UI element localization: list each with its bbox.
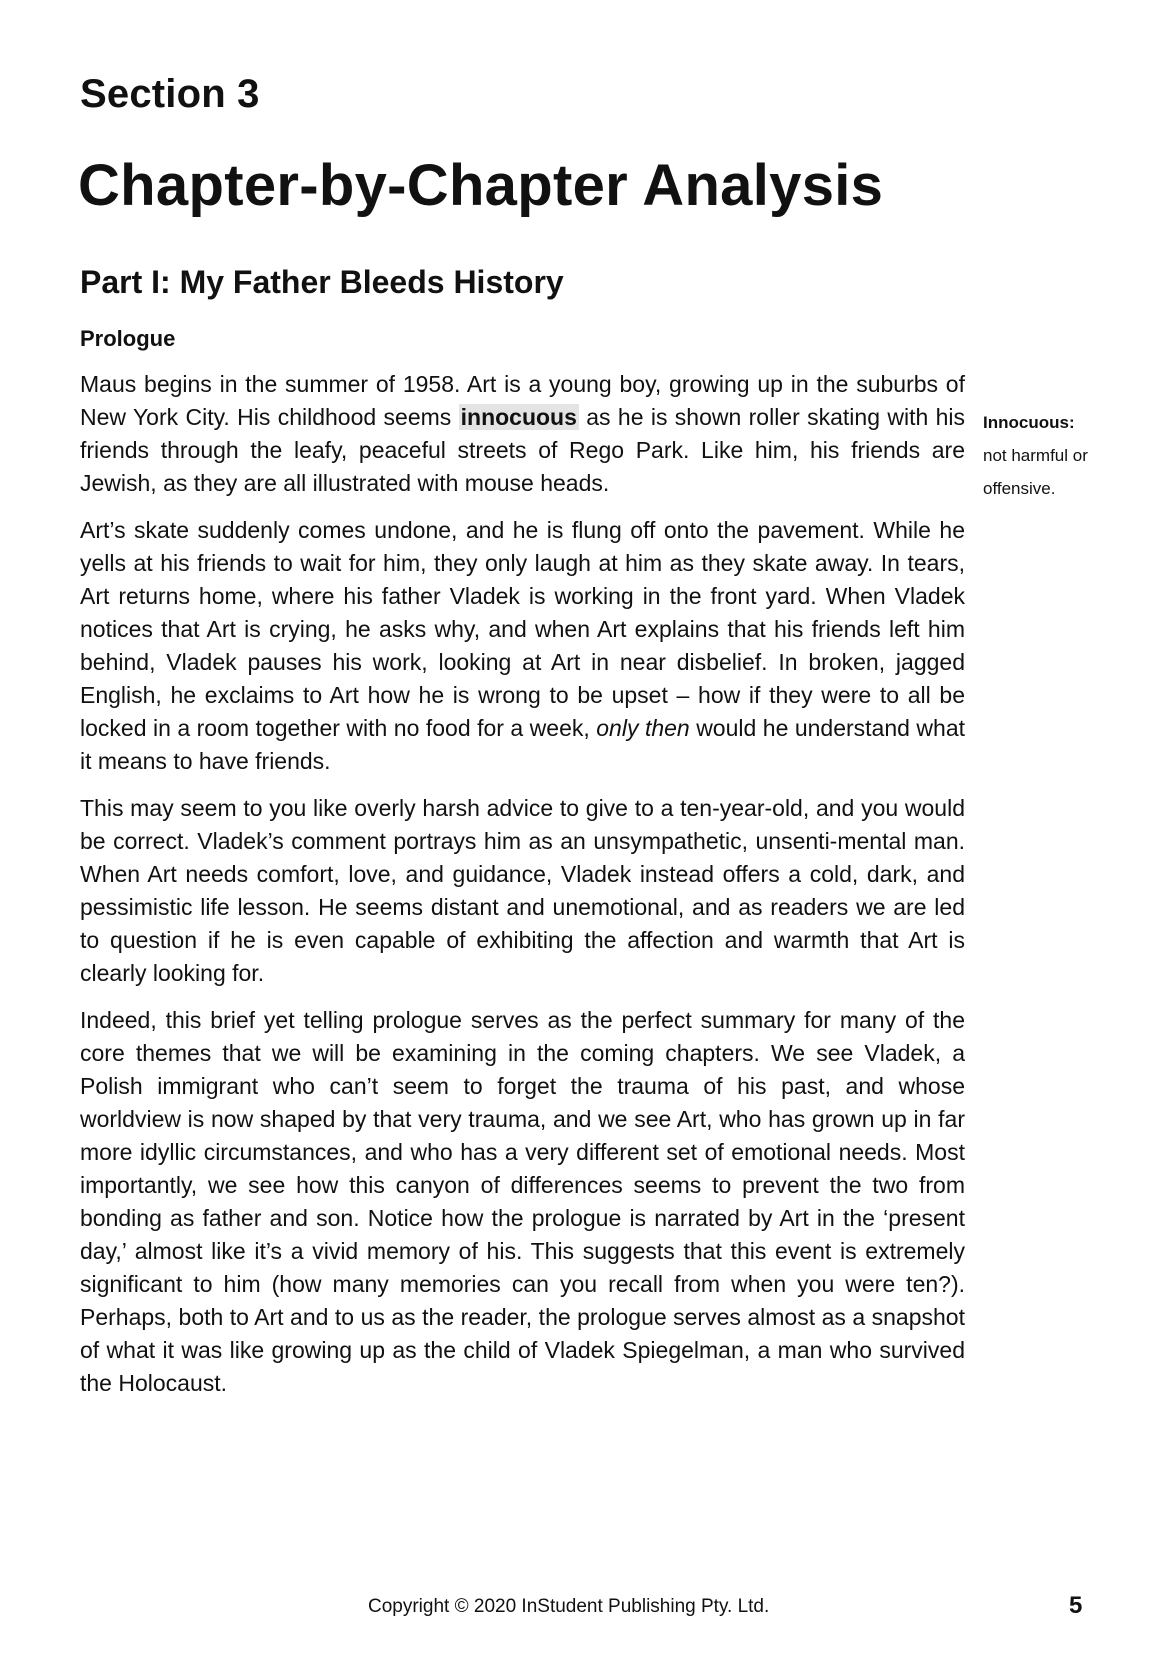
paragraph-2-italic: only then	[596, 715, 690, 741]
paragraph-4: Indeed, this brief yet telling prologue serves as the perfect summary for many of the core themes that we will be examining in the coming chapters. We see Vladek, a Polish immigrant who can’t seem to forget the trauma of his past, and whose worldview is now shaped by that very trauma, and we see Art, who has grown up in far more idyllic circumstances, and who has a very different set of emotional needs. Most importantly, we see how this canyon of differences seems to prevent the two from bonding as father and son. Notice how the prologue is narrated by Art in the ‘present day,’ almost like it’s a vivid memory of his. This suggests that this event is extremely significant to him (how many memories can you recall from when you were ten?). Perhaps, both to Art and to us as the reader, the prologue serves almost as a snapshot of what it was like growing up as the child of Vladek Spiegelman, a man who survived the Holocaust.	[80, 1007, 965, 1396]
paragraph-2-after: would he understand what it means to have friends.	[80, 715, 966, 774]
chapter-title: Chapter-by-Chapter Analysis	[78, 153, 884, 218]
paragraph-3: This may seem to you like overly harsh advice to give to a ten-year-old, and you would be correct. Vladek’s comment portrays him as an unsympathetic, unsenti-mental man. When Art needs comfort, love, and guidance, Vladek instead offers a cold, dark, and pessimistic life lesson. He seems distant and unemotional, and as readers we are led to question if he is even capable of exhibiting the affection and warmth that Art is clearly looking for.	[80, 795, 965, 986]
glossary-term: Innocuous:	[983, 413, 1075, 432]
glossary-definition-line-2: offensive.	[983, 479, 1056, 498]
paragraph-1-before: Maus begins in the summer of 1958. Art is a young boy, growing up in the suburbs of New York City. His childhood seems	[80, 371, 965, 430]
prologue-heading: Prologue	[80, 326, 176, 351]
copyright-notice: Copyright © 2020 InStudent Publishing Pty. Ltd.	[368, 1596, 770, 1617]
section-label: Section 3	[80, 72, 260, 116]
paragraph-2-before: Art’s skate suddenly comes undone, and he is flung off onto the pavement. While he yells at his friends to wait for him, they only laugh at him as they skate away. In tears, Art returns home, where his father Vladek is working in the front yard. When Vladek notices that Art is crying, he asks why, and when Art explains that his friends left him behind, Vladek pauses his work, looking at Art in near disbelief. In broken, jagged English, he exclaims to Art how he is wrong to be upset – how if they were to all be locked in a room together with no food for a week,	[80, 517, 965, 741]
highlighted-term: innocuous	[460, 404, 577, 430]
paragraph-1	[80, 368, 965, 500]
part-title: Part I: My Father Bleeds History	[80, 264, 564, 300]
body-text	[80, 368, 965, 1414]
glossary-definition-line-1: not harmful or	[983, 446, 1088, 465]
paragraph-2	[80, 514, 965, 778]
paragraph-1-after: as he is shown roller skating with his friends through the leafy, peaceful streets of Rego Park. Like him, his friends are Jewish, as they are all illustrated with mouse heads.	[80, 404, 965, 496]
page-number: 5	[1069, 1592, 1083, 1619]
glossary-note	[983, 406, 1153, 505]
